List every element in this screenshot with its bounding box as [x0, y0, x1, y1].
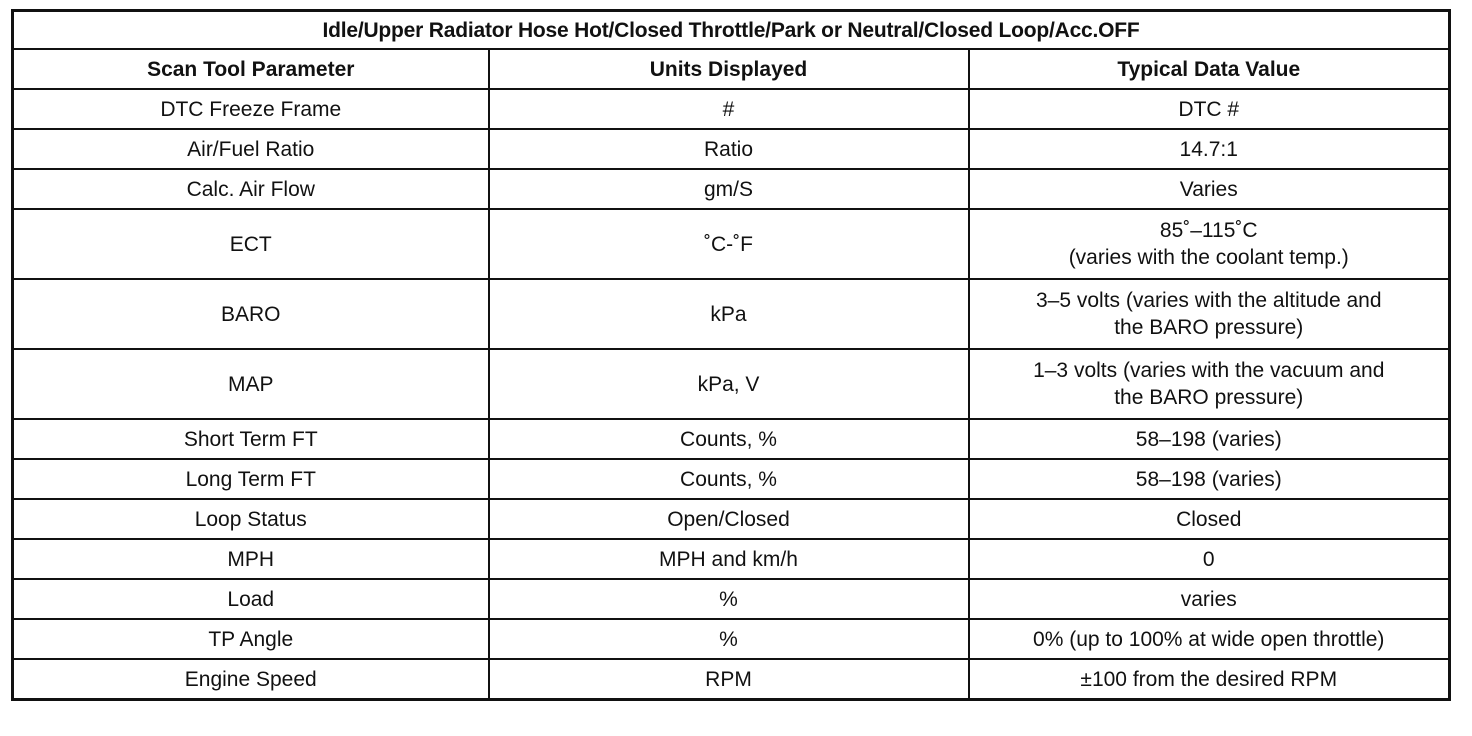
- table-row: [13, 619, 1450, 659]
- value-cell: 58–198 (varies): [969, 419, 1450, 459]
- parameter-cell: TP Angle: [13, 619, 489, 659]
- table-row: [13, 659, 1450, 700]
- value-cell: Closed: [969, 499, 1450, 539]
- table-row: [13, 539, 1450, 579]
- value-cell: 14.7:1: [969, 129, 1450, 169]
- units-cell: Ratio: [489, 129, 969, 169]
- units-cell: ˚C-˚F: [489, 209, 969, 279]
- value-cell: [969, 209, 1450, 279]
- table-row: [13, 279, 1450, 349]
- parameter-cell: Loop Status: [13, 499, 489, 539]
- parameter-cell: Load: [13, 579, 489, 619]
- units-cell: RPM: [489, 659, 969, 700]
- units-cell: Open/Closed: [489, 499, 969, 539]
- parameter-cell: MAP: [13, 349, 489, 419]
- table-row: [13, 209, 1450, 279]
- column-header-units: Units Displayed: [489, 49, 969, 89]
- table-row: [13, 499, 1450, 539]
- table-title: Idle/Upper Radiator Hose Hot/Closed Throttle/Park or Neutral/Closed Loop/Acc.OFF: [13, 11, 1450, 50]
- parameter-cell: BARO: [13, 279, 489, 349]
- scan-tool-data-sheet: [11, 9, 1448, 701]
- units-cell: MPH and km/h: [489, 539, 969, 579]
- value-line-2: (varies with the coolant temp.): [1068, 246, 1349, 269]
- units-cell: gm/S: [489, 169, 969, 209]
- units-cell: #: [489, 89, 969, 129]
- parameter-cell: Calc. Air Flow: [13, 169, 489, 209]
- value-line-2: the BARO pressure): [1114, 316, 1304, 339]
- table-row: [13, 169, 1450, 209]
- units-cell: Counts, %: [489, 459, 969, 499]
- value-cell: [969, 349, 1450, 419]
- value-cell: 0% (up to 100% at wide open throttle): [969, 619, 1450, 659]
- value-line-1: 85˚–115˚C: [1159, 219, 1258, 242]
- parameter-cell: Short Term FT: [13, 419, 489, 459]
- value-cell: [969, 279, 1450, 349]
- table-row: [13, 349, 1450, 419]
- value-cell: 58–198 (varies): [969, 459, 1450, 499]
- value-line-2: the BARO pressure): [1114, 386, 1304, 409]
- value-line-1: 3–5 volts (varies with the altitude and: [1035, 289, 1382, 312]
- column-header-parameter: Scan Tool Parameter: [13, 49, 489, 89]
- parameter-cell: Long Term FT: [13, 459, 489, 499]
- table-header-row: [13, 49, 1450, 89]
- scan-tool-data-table: [11, 9, 1451, 701]
- units-cell: kPa, V: [489, 349, 969, 419]
- table-title-row: [13, 11, 1450, 50]
- table-row: [13, 419, 1450, 459]
- units-cell: kPa: [489, 279, 969, 349]
- table-row: [13, 579, 1450, 619]
- parameter-cell: Air/Fuel Ratio: [13, 129, 489, 169]
- table-row: [13, 89, 1450, 129]
- parameter-cell: MPH: [13, 539, 489, 579]
- units-cell: %: [489, 619, 969, 659]
- table-row: [13, 129, 1450, 169]
- value-cell: varies: [969, 579, 1450, 619]
- column-header-typical-value: Typical Data Value: [969, 49, 1450, 89]
- parameter-cell: Engine Speed: [13, 659, 489, 700]
- value-cell: Varies: [969, 169, 1450, 209]
- value-cell: DTC #: [969, 89, 1450, 129]
- value-line-1: 1–3 volts (varies with the vacuum and: [1033, 359, 1385, 382]
- value-cell: ±100 from the desired RPM: [969, 659, 1450, 700]
- parameter-cell: ECT: [13, 209, 489, 279]
- value-cell: 0: [969, 539, 1450, 579]
- units-cell: %: [489, 579, 969, 619]
- table-row: [13, 459, 1450, 499]
- parameter-cell: DTC Freeze Frame: [13, 89, 489, 129]
- units-cell: Counts, %: [489, 419, 969, 459]
